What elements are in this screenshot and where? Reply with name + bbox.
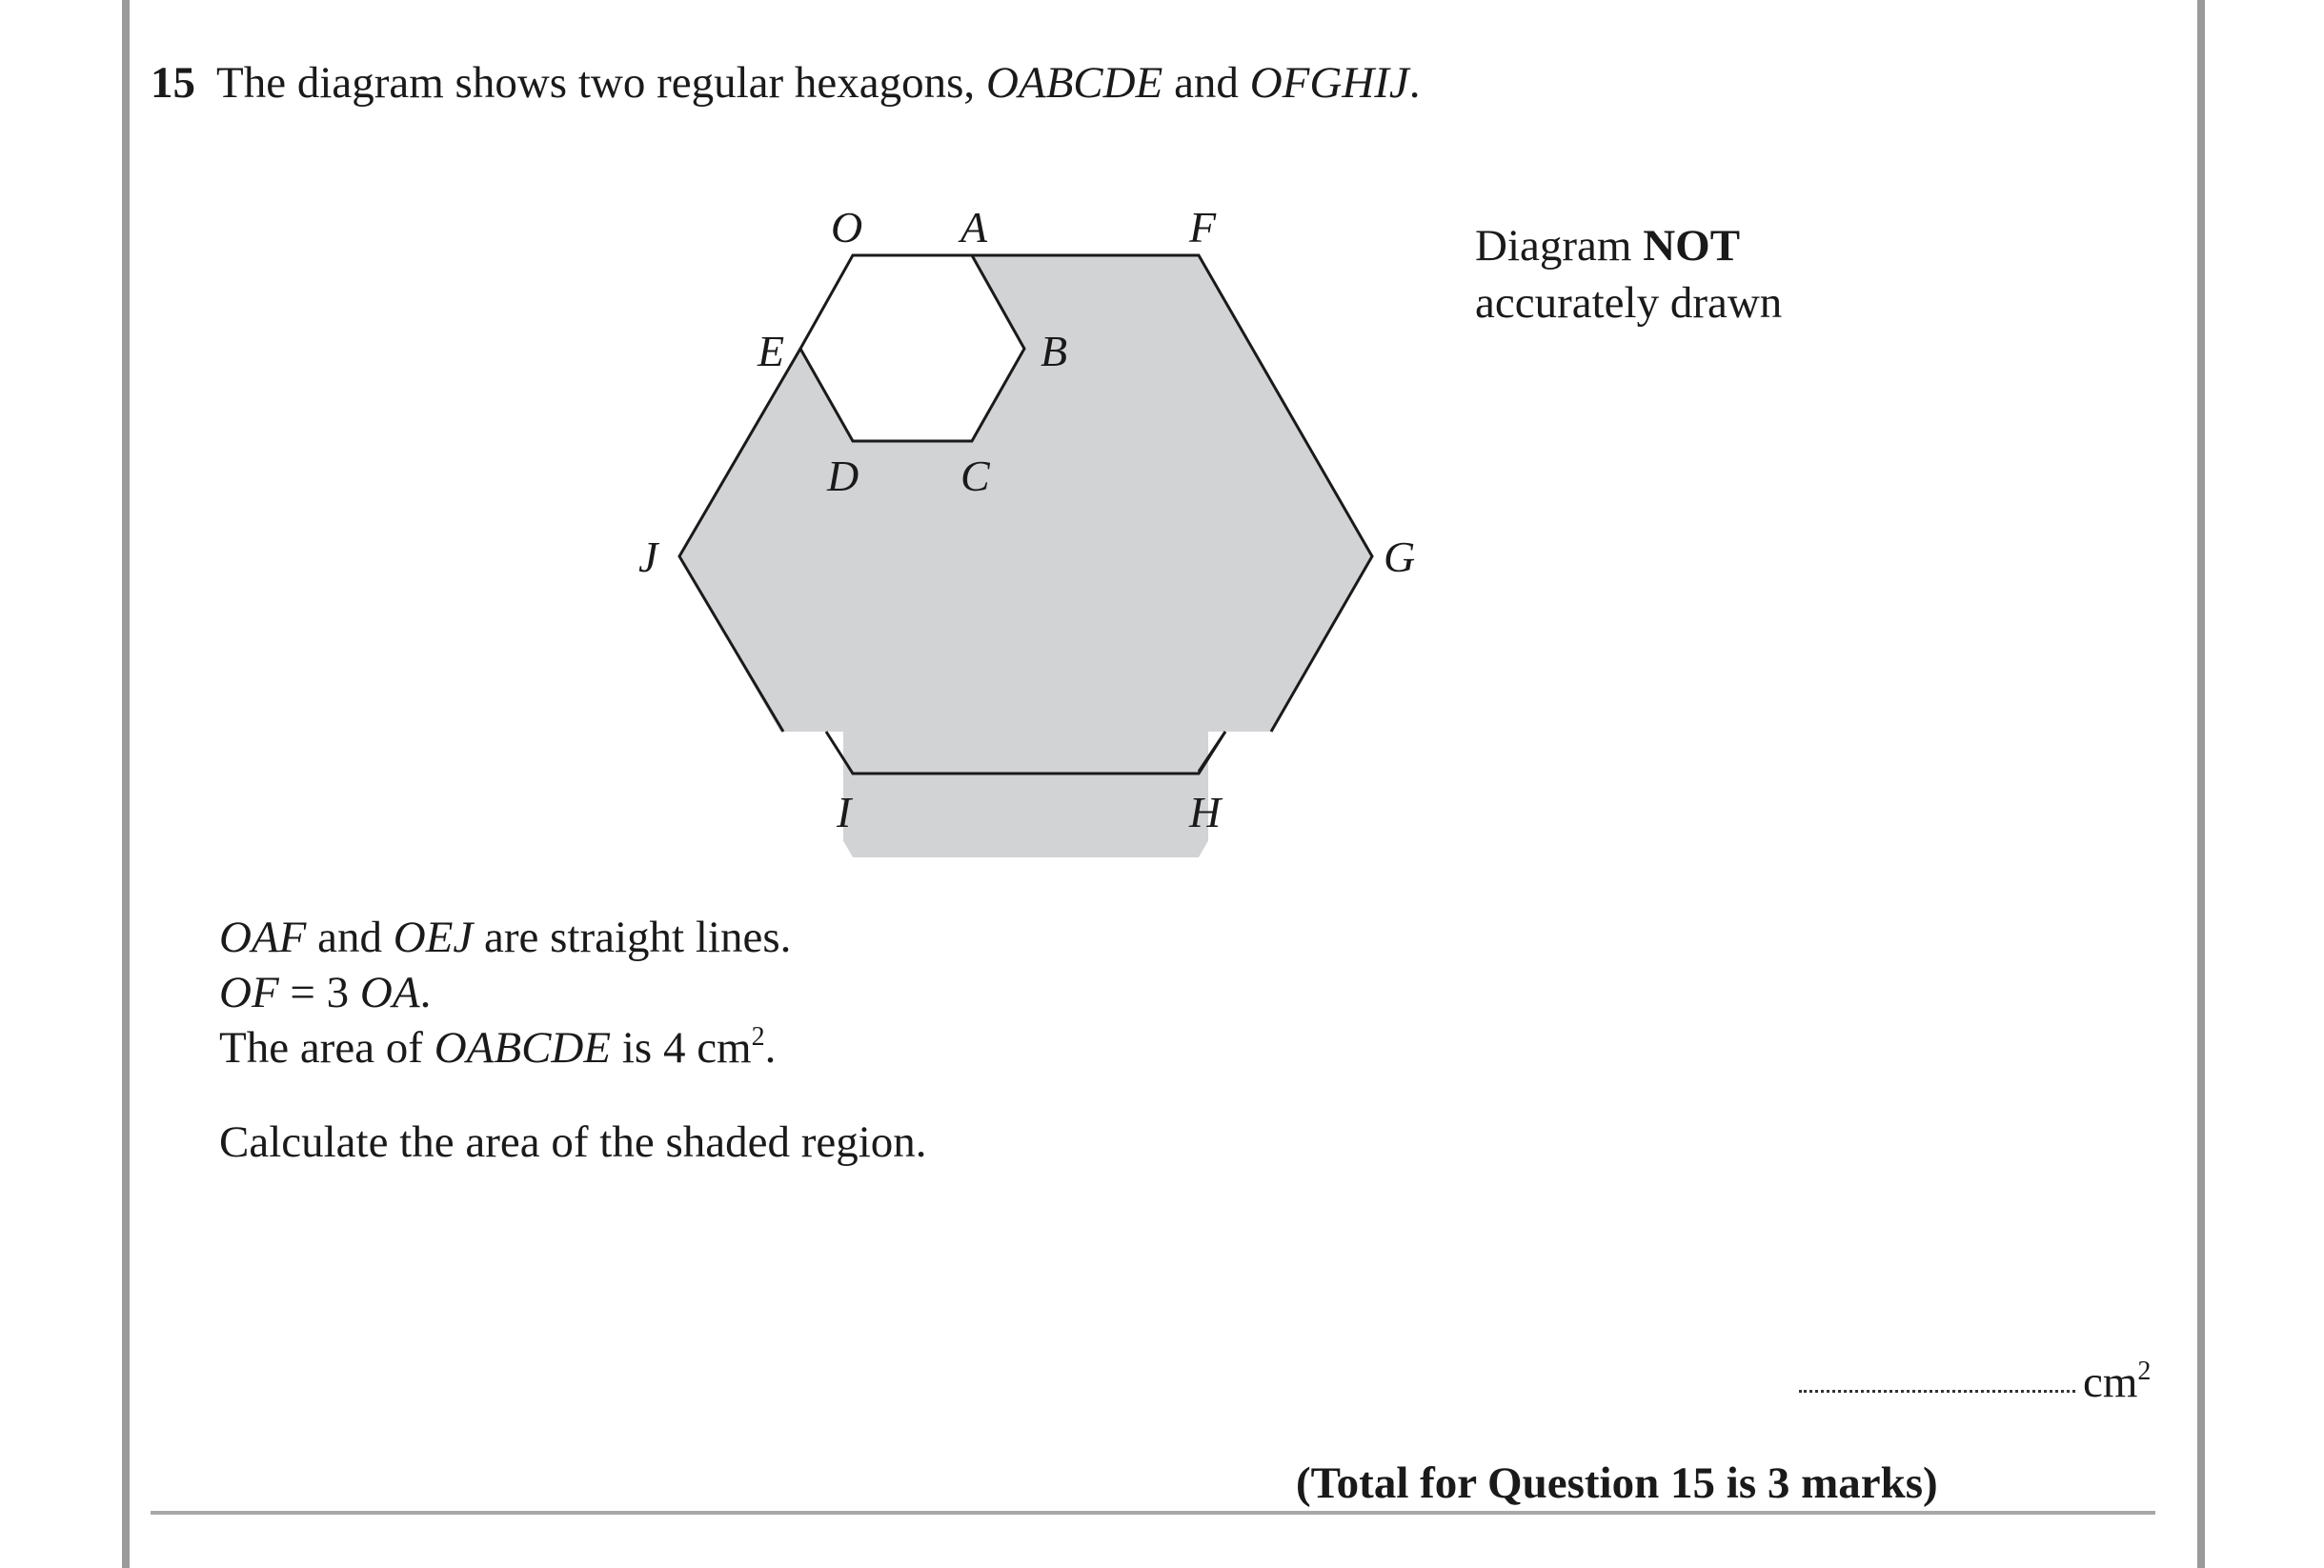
given-facts [219, 910, 791, 1075]
label-D: D [827, 452, 859, 500]
hexagon-large-name: OFGHIJ [1249, 58, 1409, 108]
label-C: C [960, 452, 990, 500]
not-accurate-note [1475, 217, 1782, 332]
label-B: B [1041, 327, 1068, 375]
note-diagram: Diagram [1475, 221, 1632, 271]
note-line2: accurately drawn [1475, 278, 1783, 328]
fact-straight-lines [219, 910, 791, 965]
question-number: 15 [151, 58, 195, 108]
bottom-rule [151, 1511, 2155, 1515]
label-E: E [758, 327, 785, 375]
question-intro: The diagram shows two regular hexagons, [216, 58, 976, 108]
fact1-mid: and [306, 913, 394, 962]
fact3-sup: 2 [751, 1022, 765, 1052]
question-and: and [1174, 58, 1239, 108]
label-J: J [638, 533, 658, 581]
label-A: A [960, 203, 988, 251]
fact3-var: OABCDE [434, 1023, 612, 1073]
answer-unit-sup: 2 [2137, 1357, 2152, 1386]
answer-unit: cm [2083, 1357, 2138, 1407]
fact1-end: are straight lines. [473, 913, 792, 962]
fact3-end: . [764, 1023, 777, 1073]
hexagon-small-name: OABCDE [985, 58, 1163, 108]
answer-dotted-line[interactable] [1799, 1390, 2075, 1393]
instruction: Calculate the area of the shaded region. [219, 1117, 927, 1167]
fact-area [219, 1020, 791, 1075]
fact3-pre: The area of [219, 1023, 434, 1073]
fact-ratio [219, 965, 791, 1020]
fact2-var2: OA [359, 968, 420, 1017]
fact2-var1: OF [219, 968, 279, 1017]
fact1-var2: OEJ [393, 913, 474, 962]
label-I: I [837, 788, 852, 836]
label-F: F [1189, 203, 1217, 251]
notch-left [777, 732, 843, 865]
note-not: NOT [1643, 221, 1741, 271]
fact2-mid: = 3 [278, 968, 360, 1017]
fact2-end: . [419, 968, 432, 1017]
question-period: . [1408, 58, 1421, 108]
label-O: O [831, 203, 863, 251]
fact1-var1: OAF [219, 913, 307, 962]
fact3-mid: is 4 cm [611, 1023, 752, 1073]
total-marks: (Total for Question 15 is 3 marks) [1296, 1458, 1938, 1508]
label-G: G [1384, 533, 1416, 581]
label-H: H [1189, 788, 1222, 836]
answer-line[interactable] [1799, 1357, 2151, 1408]
